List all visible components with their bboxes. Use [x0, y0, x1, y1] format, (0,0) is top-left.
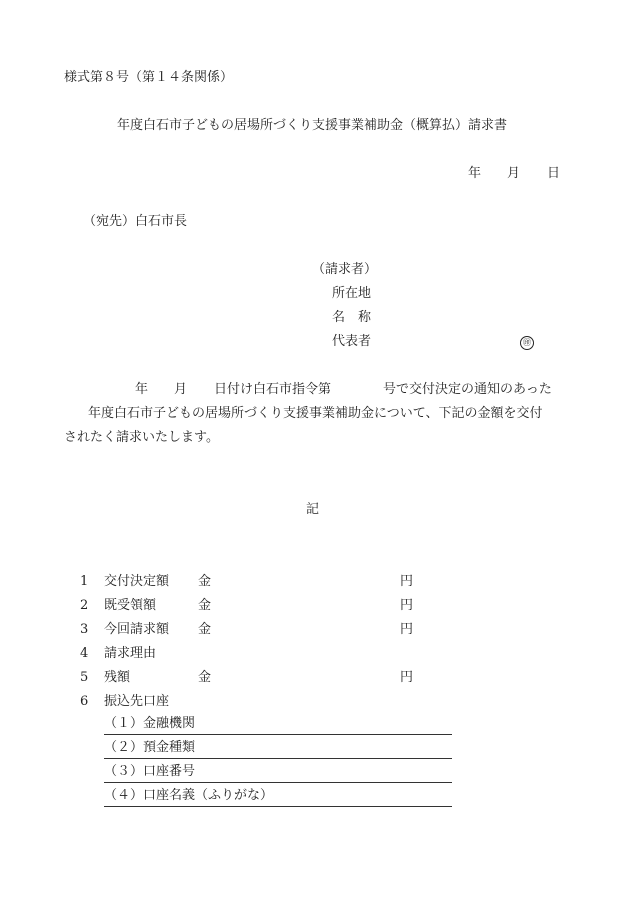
bank-field-deposit-type	[104, 740, 452, 759]
item-number: 2	[80, 598, 89, 613]
item-unit: 円	[400, 598, 414, 613]
item-number: 1	[80, 574, 89, 589]
body-line1-month: 月	[174, 382, 188, 397]
item-prefix: 金	[198, 574, 212, 589]
item-number: 4	[80, 646, 89, 661]
body-line1-mid: 日付け白石市指令第	[214, 382, 332, 397]
seal-mark	[520, 334, 534, 350]
bank-field-account-holder	[104, 788, 452, 807]
body-line3: されたく請求いたします。	[64, 430, 219, 445]
bank-field-label: （１）金融機関	[104, 716, 196, 731]
bank-field-label: （４）口座名義（ふりがな）	[104, 788, 274, 803]
item-prefix: 金	[198, 598, 212, 613]
item-number: 3	[80, 622, 89, 637]
form-number: 様式第８号（第１４条関係）	[64, 70, 234, 85]
date-month-label: 月	[507, 166, 521, 181]
requester-heading: （請求者）	[312, 262, 378, 277]
representative-label: 代表者	[332, 334, 372, 349]
item-label: 今回請求額	[104, 622, 170, 637]
bank-field-label: （２）預金種類	[104, 740, 196, 755]
item-unit: 円	[400, 622, 414, 637]
document-title: 年度白石市子どもの居場所づくり支援事業補助金（概算払）請求書	[117, 118, 508, 133]
date-year-label: 年	[468, 166, 482, 181]
item-number: 5	[80, 670, 89, 685]
item-prefix: 金	[198, 622, 212, 637]
item-prefix: 金	[198, 670, 212, 685]
addressee: （宛先）白石市長	[83, 214, 188, 229]
item-number: 6	[80, 694, 89, 709]
item-unit: 円	[400, 670, 414, 685]
item-label: 請求理由	[104, 646, 157, 661]
name-label: 名 称	[332, 310, 372, 325]
item-label: 振込先口座	[104, 694, 170, 709]
item-label: 交付決定額	[104, 574, 170, 589]
bank-field-account-number	[104, 764, 452, 783]
ki-heading: 記	[306, 502, 320, 517]
body-line1-year: 年	[135, 382, 149, 397]
date-day-label: 日	[547, 166, 561, 181]
body-line2: 年度白石市子どもの居場所づくり支援事業補助金について、下記の金額を交付	[88, 406, 543, 421]
bank-field-label: （３）口座番号	[104, 764, 196, 779]
bank-field-institution	[104, 716, 452, 735]
seal-icon: ㊞	[520, 336, 534, 350]
item-unit: 円	[400, 574, 414, 589]
item-label: 既受領額	[104, 598, 157, 613]
address-label: 所在地	[332, 286, 372, 301]
item-label: 残額	[104, 670, 131, 685]
body-line1-end: 号で交付決定の通知のあった	[383, 382, 552, 397]
